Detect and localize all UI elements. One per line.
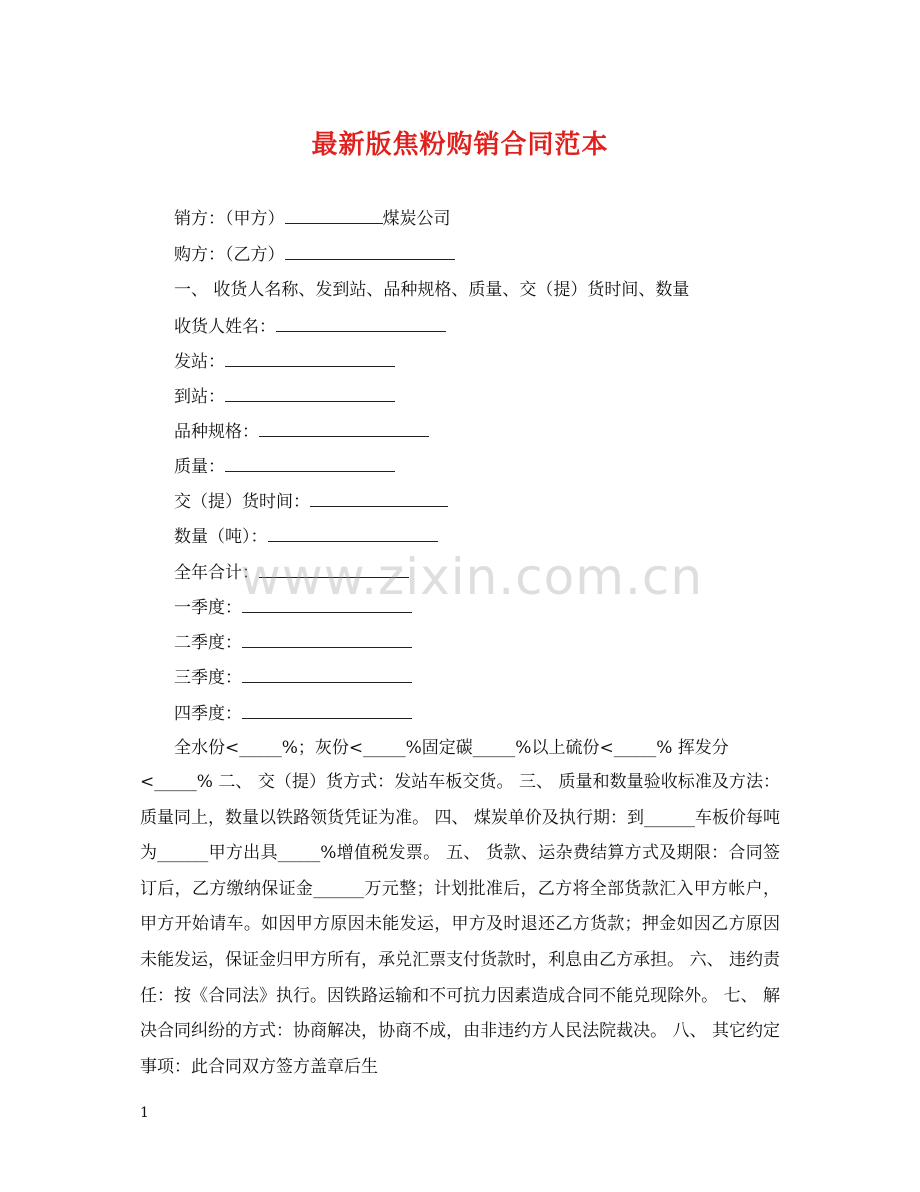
delivery-time-line	[174, 490, 448, 513]
q2-line	[174, 631, 412, 654]
buyer-line	[174, 243, 455, 266]
destination-line	[174, 385, 395, 408]
destination-blank	[225, 385, 395, 402]
document-title: 最新版焦粉购销合同范本	[311, 130, 609, 160]
q2-blank	[242, 631, 412, 648]
spec-label: 品种规格：	[174, 422, 259, 442]
buyer-label: 购方：（乙方）	[174, 245, 285, 265]
buyer-blank	[285, 243, 455, 260]
origin-blank	[225, 350, 395, 367]
page-number: 1	[140, 1105, 149, 1121]
seller-line	[174, 207, 451, 230]
quantity-blank	[268, 525, 438, 542]
q2-label: 二季度：	[174, 633, 242, 653]
quality-blank	[225, 455, 395, 472]
seller-blank	[285, 207, 383, 224]
q1-label: 一季度：	[174, 598, 242, 618]
consignee-line	[174, 315, 446, 338]
q3-blank	[242, 666, 412, 683]
consignee-label: 收货人姓名：	[174, 317, 276, 337]
origin-line	[174, 350, 395, 373]
quality-label: 质量：	[174, 457, 225, 477]
q3-line	[174, 666, 412, 689]
quality-line	[174, 455, 395, 478]
delivery-time-blank	[310, 490, 448, 507]
spec-line	[174, 420, 429, 443]
watermark: www.zixin.com.cn	[240, 548, 704, 606]
origin-label: 发站：	[174, 352, 225, 372]
seller-label: 销方：（甲方）	[174, 209, 285, 229]
consignee-blank	[276, 315, 446, 332]
section-1-heading: 一、 收货人名称、发到站、品种规格、质量、交（提）货时间、数量	[174, 280, 690, 300]
seller-suffix: 煤炭公司	[382, 209, 451, 229]
q4-line	[174, 702, 412, 725]
contract-body-paragraph: <_____% 二、 交（提）货方式：发站车板交货。 三、 质量和数量验收标准及方法：质量同上，数量以铁路领货凭证为准。 四、 煤炭单价及执行期：到______车板价每吨为______甲方出具_____%增值税发票。 五、 货款、运杂费结算方式及期限：合同签订后，乙方缴纳保证金______万元整；计划批准后，乙方将全部货款汇入甲方帐户，甲方开始请车。如因甲方原因未能发运，甲方及时退还乙方货款；押金如因乙方原因未能发运，保证金归甲方所有，承兑汇票支付货款时，利息由乙方承担。 六、 违约责任：按《合同法》执行。因铁路运输和不可抗力因素造成合同不能兑现除外。 七、 解决合同纠纷的方式：协商解决，协商不成，由非违约方人民法院裁决。 八、 其它约定事项：此合同双方签方盖章后生	[140, 772, 780, 1077]
q4-blank	[242, 702, 412, 719]
destination-label: 到站：	[174, 387, 225, 407]
annual-total-label: 全年合计：	[174, 563, 259, 583]
q4-label: 四季度：	[174, 704, 242, 724]
quantity-label: 数量（吨）：	[174, 527, 268, 547]
spec-blank	[259, 420, 429, 437]
quantity-line	[174, 525, 438, 548]
composition-line: 全水份<_____%；灰份<_____%固定碳_____%以上硫份<_____% 挥发分	[174, 738, 729, 758]
delivery-time-label: 交（提）货时间：	[174, 492, 310, 512]
q3-label: 三季度：	[174, 668, 242, 688]
